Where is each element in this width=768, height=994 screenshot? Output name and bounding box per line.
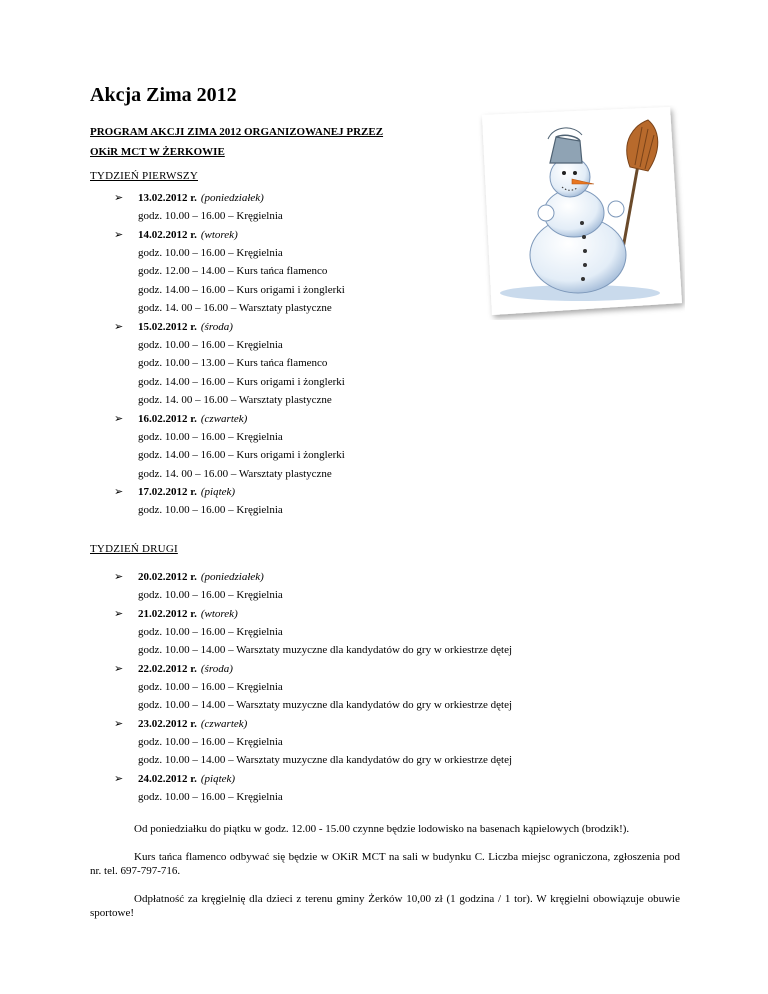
day-header bbox=[90, 410, 690, 428]
day-entry bbox=[90, 410, 690, 484]
day-entry bbox=[90, 318, 690, 410]
program-heading-line-1: PROGRAM AKCJI ZIMA 2012 ORGANIZOWANEJ PRZEZ bbox=[90, 126, 384, 138]
event-line: godz. 10.00 – 16.00 – Kręgielnia bbox=[138, 338, 283, 351]
event-line: godz. 10.00 – 14.00 – Warsztaty muzyczne dla kandydatów do gry w orkiestrze dętej bbox=[138, 644, 513, 656]
day-date: 23.02.2012 r. bbox=[138, 717, 197, 730]
day-header bbox=[90, 770, 690, 788]
week-2-days bbox=[90, 568, 690, 806]
day-of-week: (poniedziałek) bbox=[200, 571, 264, 583]
day-header bbox=[90, 568, 690, 586]
day-of-week: (środa) bbox=[200, 662, 233, 675]
day-of-week: (piątek) bbox=[200, 772, 236, 785]
day-of-week: (wtorek) bbox=[200, 228, 238, 241]
week-1-label: TYDZIEŃ PIERWSZY bbox=[90, 170, 198, 182]
day-of-week: (środa) bbox=[200, 320, 233, 333]
page-title: Akcja Zima 2012 bbox=[90, 84, 237, 106]
event-line: godz. 10.00 – 16.00 – Kręgielnia bbox=[138, 246, 283, 259]
day-of-week: (piątek) bbox=[200, 486, 236, 498]
arrow-bullet-icon: ➢ bbox=[114, 320, 124, 333]
day-header bbox=[90, 483, 690, 501]
day-of-week: (poniedziałek) bbox=[200, 192, 264, 204]
event-line: godz. 10.00 – 16.00 – Kręgielnia bbox=[138, 504, 283, 516]
event-line: godz. 14. 00 – 16.00 – Warsztaty plastyczne bbox=[138, 394, 332, 406]
arrow-bullet-icon: ➢ bbox=[114, 571, 124, 583]
day-header bbox=[90, 189, 690, 207]
event-line: godz. 10.00 – 13.00 – Kurs tańca flamenco bbox=[138, 357, 328, 369]
week-1-days bbox=[90, 189, 690, 520]
arrow-bullet-icon: ➢ bbox=[114, 228, 124, 241]
note-ice-rink: Od poniedziałku do piątku w godz. 12.00 - 15.00 czynne będzie lodowisko na basenach kąpielowych (brodzik!). bbox=[134, 823, 630, 835]
arrow-bullet-icon: ➢ bbox=[114, 607, 124, 620]
event-line: godz. 14.00 – 16.00 – Kurs origami i żonglerki bbox=[138, 283, 345, 296]
arrow-bullet-icon: ➢ bbox=[114, 662, 124, 675]
day-of-week: (czwartek) bbox=[200, 412, 248, 425]
day-date: 17.02.2012 r. bbox=[138, 486, 197, 498]
event-line: godz. 12.00 – 14.00 – Kurs tańca flamenco bbox=[138, 265, 328, 277]
day-of-week: (wtorek) bbox=[200, 607, 238, 620]
event-line: godz. 10.00 – 16.00 – Kręgielnia bbox=[138, 210, 283, 222]
program-heading bbox=[90, 122, 450, 162]
program-heading-line-2: OKiR MCT W ŻERKOWIE bbox=[90, 146, 225, 158]
day-entry bbox=[90, 483, 690, 520]
day-entry bbox=[90, 189, 690, 226]
week-2-label: TYDZIEŃ DRUGI bbox=[90, 543, 178, 555]
event-line: godz. 10.00 – 16.00 – Kręgielnia bbox=[138, 735, 283, 748]
note-flamenco: Kurs tańca flamenco odbywać się będzie w OKiR MCT na sali w budynku C. Liczba miejsc ograniczona, zgłoszenia pod nr. tel. 697-797-716. bbox=[90, 851, 680, 877]
day-header bbox=[90, 318, 690, 336]
day-entry bbox=[90, 715, 690, 770]
event-line: godz. 10.00 – 16.00 – Kręgielnia bbox=[138, 589, 283, 601]
event-line: godz. 10.00 – 16.00 – Kręgielnia bbox=[138, 625, 283, 638]
event-line: godz. 10.00 – 16.00 – Kręgielnia bbox=[138, 680, 283, 693]
day-date: 16.02.2012 r. bbox=[138, 412, 197, 425]
event-line: godz. 14.00 – 16.00 – Kurs origami i żonglerki bbox=[138, 375, 345, 388]
arrow-bullet-icon: ➢ bbox=[114, 486, 124, 498]
day-header bbox=[90, 660, 690, 678]
event-line: godz. 10.00 – 16.00 – Kręgielnia bbox=[138, 430, 283, 443]
event-line: godz. 10.00 – 14.00 – Warsztaty muzyczne dla kandydatów do gry w orkiestrze dętej bbox=[138, 699, 513, 711]
day-date: 22.02.2012 r. bbox=[138, 662, 197, 675]
day-entry bbox=[90, 226, 690, 318]
notes-section bbox=[90, 822, 680, 920]
event-line: godz. 14.00 – 16.00 – Kurs origami i żonglerki bbox=[138, 449, 345, 461]
day-header bbox=[90, 715, 690, 733]
event-line: godz. 14. 00 – 16.00 – Warsztaty plastyczne bbox=[138, 467, 332, 480]
day-header bbox=[90, 226, 690, 244]
event-line: godz. 10.00 – 16.00 – Kręgielnia bbox=[138, 790, 283, 803]
day-date: 13.02.2012 r. bbox=[138, 192, 197, 204]
day-date: 21.02.2012 r. bbox=[138, 607, 197, 620]
day-date: 15.02.2012 r. bbox=[138, 320, 197, 333]
event-line: godz. 10.00 – 14.00 – Warsztaty muzyczne dla kandydatów do gry w orkiestrze dętej bbox=[138, 754, 513, 766]
arrow-bullet-icon: ➢ bbox=[114, 717, 124, 730]
event-line: godz. 14. 00 – 16.00 – Warsztaty plastyczne bbox=[138, 302, 332, 314]
arrow-bullet-icon: ➢ bbox=[114, 412, 124, 425]
day-entry bbox=[90, 605, 690, 660]
note-bowling-fee: Odpłatność za kręgielnię dla dzieci z terenu gminy Żerków 10,00 zł (1 godzina / 1 tor). W kręgielni obowiązuje obuwie sportowe! bbox=[90, 893, 680, 919]
arrow-bullet-icon: ➢ bbox=[114, 192, 124, 204]
day-date: 14.02.2012 r. bbox=[138, 228, 197, 241]
arrow-bullet-icon: ➢ bbox=[114, 772, 124, 785]
day-header bbox=[90, 605, 690, 623]
day-of-week: (czwartek) bbox=[200, 717, 248, 730]
day-entry bbox=[90, 660, 690, 715]
day-entry bbox=[90, 770, 690, 807]
day-date: 24.02.2012 r. bbox=[138, 772, 197, 785]
day-date: 20.02.2012 r. bbox=[138, 571, 197, 583]
day-entry bbox=[90, 568, 690, 605]
